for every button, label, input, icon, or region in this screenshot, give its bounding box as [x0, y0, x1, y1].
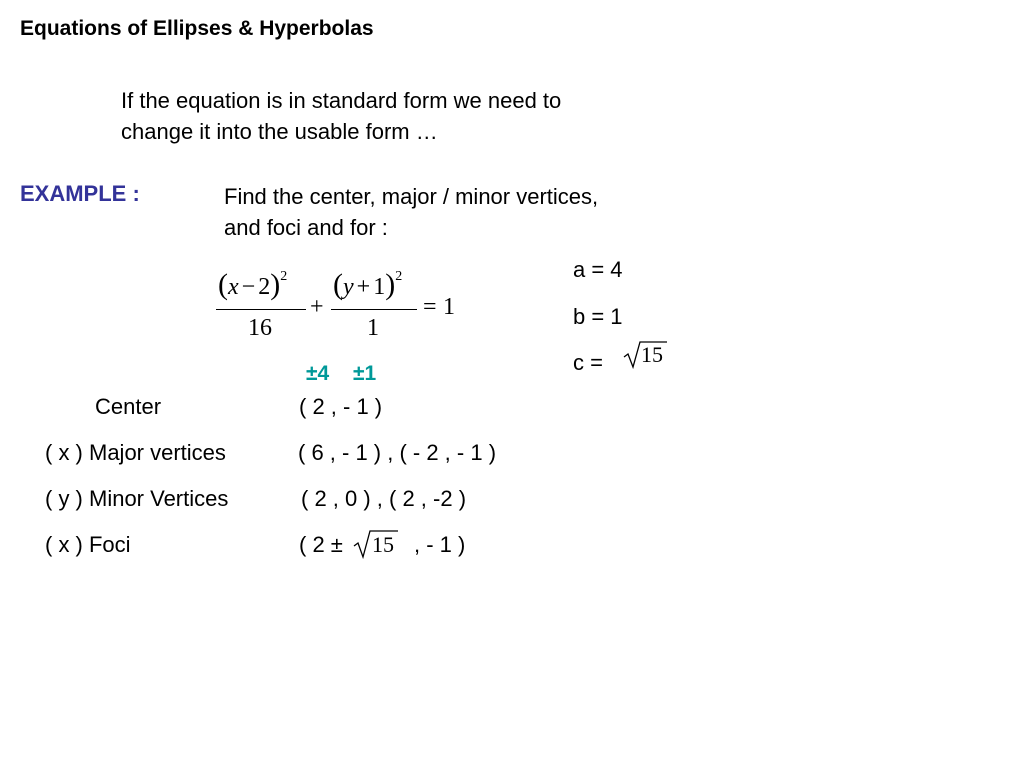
example-line-2: and foci and for : [224, 215, 388, 240]
plus-sign: + [310, 294, 324, 320]
denominator-2: 1 [367, 315, 379, 341]
intro-text [121, 85, 561, 147]
const-2: 2 [258, 274, 271, 300]
center-value: ( 2 , - 1 ) [299, 394, 383, 419]
radicand: 15 [641, 342, 663, 367]
fraction-bar-2 [331, 309, 417, 310]
major-vertices-label: ( x ) Major vertices [45, 440, 226, 465]
plus-op: + [356, 274, 371, 300]
value-b: b = 1 [573, 304, 623, 329]
foci-label: ( x ) Foci [45, 532, 131, 557]
minor-vertices-label: ( y ) Minor Vertices [45, 486, 229, 511]
var-y: y [343, 274, 354, 300]
plus-minus-4: ±4 [306, 362, 330, 385]
value-c-label: c = [573, 350, 603, 375]
exponent-y: 2 [395, 269, 403, 284]
open-paren: ( [218, 268, 228, 301]
example-label: EXAMPLE : [20, 181, 140, 206]
intro-line-2: change it into the usable form … [121, 119, 438, 144]
numerator-x [218, 268, 287, 302]
example-line-1: Find the center, major / minor vertices, [224, 184, 599, 209]
numerator-y [333, 268, 402, 302]
minor-vertices-value: ( 2 , 0 ) , ( 2 , -2 ) [301, 486, 467, 511]
denominator-1: 16 [248, 315, 272, 341]
center-label: Center [95, 394, 162, 419]
var-x: x [228, 274, 239, 300]
minus-sign: − [241, 274, 256, 300]
exponent-x: 2 [280, 269, 288, 284]
foci-suffix: , - 1 ) [414, 532, 466, 557]
close-paren: ) [270, 268, 281, 301]
equals-sign: = [423, 294, 437, 320]
intro-line-1: If the equation is in standard form we need to [121, 88, 562, 113]
close-paren: ) [385, 268, 396, 301]
const-1: 1 [373, 274, 386, 300]
value-a: a = 4 [573, 257, 623, 282]
open-paren: ( [333, 268, 343, 301]
plus-minus-1: ±1 [353, 362, 377, 385]
fraction-bar-1 [216, 309, 306, 310]
rhs-value: 1 [443, 294, 455, 320]
page-title: Equations of Ellipses & Hyperbolas [20, 17, 374, 40]
foci-prefix: ( 2 ± [299, 532, 343, 557]
radicand: 15 [372, 532, 394, 557]
major-vertices-value: ( 6 , - 1 ) , ( - 2 , - 1 ) [298, 440, 497, 465]
example-text [224, 181, 598, 243]
